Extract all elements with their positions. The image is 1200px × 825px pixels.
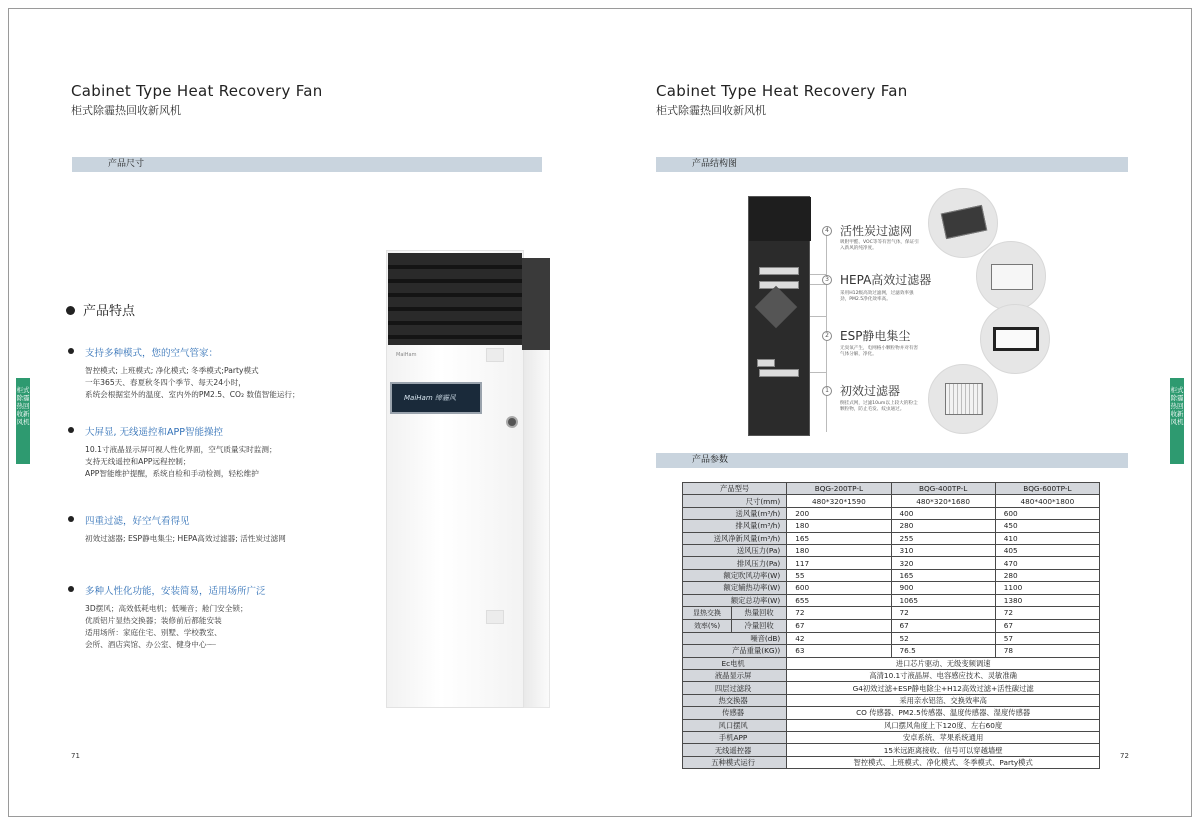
esp-module: [755, 286, 797, 328]
merged-cell: 高清10.1寸液晶屏、电容感应技术、灵敏准确: [787, 670, 1100, 682]
row-label: 额定吹风功率(W): [683, 569, 787, 581]
table-cell: 180: [787, 520, 891, 532]
structure-desc: 无臭氧产生，电网格小颗粒物并对有害气体分解，净化。: [840, 346, 919, 357]
feature-title: 四重过滤，好空气看得见: [68, 513, 286, 527]
merged-cell: CO 传感器、PM2.5传感器、温度传感器、湿度传感器: [787, 707, 1100, 719]
right-title-en: Cabinet Type Heat Recovery Fan: [656, 82, 908, 100]
table-cell: 165: [891, 569, 995, 581]
feature-line: 适用场所：家庭住宅、别墅、学校教室、: [85, 628, 222, 637]
table-cell: 72: [787, 606, 891, 619]
table-header-cell: BQG-400TP-L: [891, 483, 995, 495]
table-row: [683, 495, 1100, 507]
structure-bar: [656, 157, 1128, 172]
table-cell: 310: [891, 544, 995, 556]
feature-item: [68, 345, 300, 401]
vent: [486, 348, 504, 362]
merged-cell: 智控模式、上班模式、净化模式、冬季模式、Party模式: [787, 756, 1100, 768]
carbon-filter: [941, 205, 987, 239]
carbon-filter-thumb: [928, 188, 998, 258]
merged-cell: 进口芯片驱动、无级变频调速: [787, 657, 1100, 669]
feature-title: 多种人性化功能，安装简易，适用场所广泛: [68, 583, 266, 597]
table-row: [683, 569, 1100, 581]
table-cell: 55: [787, 569, 891, 581]
merged-cell: 15米远距离接收、信号可以穿越墙壁: [787, 744, 1100, 756]
table-header-cell: BQG-600TP-L: [995, 483, 1099, 495]
table-row: [683, 507, 1100, 519]
left-title-cn: 柜式除霾热回收新风机: [71, 104, 181, 117]
feature-line: APP智能维护提醒，系统自检和手动检测，轻松维护: [85, 469, 259, 478]
row-label: 额定辅热功率(W): [683, 582, 787, 594]
table-header-cell: BQG-200TP-L: [787, 483, 891, 495]
left-title-en: Cabinet Type Heat Recovery Fan: [71, 82, 323, 100]
feature-lines: [68, 533, 286, 545]
feature-line: 会所、酒店宾馆、办公室、健身中心┈┈: [85, 640, 216, 649]
table-row: [683, 732, 1100, 744]
feature-item: [68, 424, 277, 480]
esp-module-thumb: [980, 304, 1050, 374]
row-label: Ec电机: [683, 657, 787, 669]
panel-logo-text: [404, 393, 456, 403]
table-cell: 1380: [995, 594, 1099, 606]
table-cell: 255: [891, 532, 995, 544]
structure-number: 4: [822, 226, 832, 236]
table-cell: 57: [995, 632, 1099, 644]
row-label: 送风压力(Pa): [683, 544, 787, 556]
row-label: 产品重量(KG)): [683, 645, 787, 657]
row-label: 送风量(m³/h): [683, 507, 787, 519]
control-knob: [506, 416, 518, 428]
louver: [388, 265, 522, 269]
display-panel: [390, 382, 482, 414]
leader-line: [810, 316, 826, 317]
row-label: 五种模式运行: [683, 756, 787, 768]
unit-top-grille: [388, 253, 522, 345]
structure-desc: 采用H12级高效过滤网，过滤效率强劲，PM2.5净化效率高。: [840, 291, 914, 302]
row-label: 额定总功率(W): [683, 594, 787, 606]
structure-desc: 倒挂式网，过滤10um以上较大的粉尘颗粒物，防止毛发、纹虫通过。: [840, 401, 918, 412]
feature-line: 一年365天、春夏秋冬四个季节、每天24小时，: [85, 378, 246, 387]
merged-cell: G4初效过滤+ESP静电除尘+H12高效过滤+活性碳过滤: [787, 682, 1100, 694]
table-cell: 1100: [995, 582, 1099, 594]
left-section-bar: [72, 157, 542, 172]
merged-cell: 采用亲水铝箔、交换效率高: [787, 694, 1100, 706]
table-row: [683, 756, 1100, 768]
feature-line: 3D摆风；高效低耗电机；低噪音；舱门安全锁；: [85, 604, 248, 613]
merged-cell: 风口摆风角度上下120度、左右60度: [787, 719, 1100, 731]
left-section-bar-label: 产品尺寸: [108, 159, 145, 169]
structure-label: 活性炭过滤网: [840, 224, 913, 238]
structure-diagram: [748, 196, 1108, 436]
exchange-sub-label: 冷量回收: [731, 620, 786, 632]
table-row: [683, 657, 1100, 669]
feature-title: 支持多种模式，您的空气管家：: [68, 345, 300, 359]
merged-cell: 安卓系统、苹果系统通用: [787, 732, 1100, 744]
unit-top-side: [522, 258, 550, 350]
table-row: [683, 606, 1100, 619]
exchange-label-cell: [683, 606, 787, 619]
row-label: 尺寸(mm): [683, 495, 787, 507]
louver: [388, 279, 522, 283]
structure-label: HEPA高效过滤器: [840, 273, 932, 287]
structure-number: 1: [822, 386, 832, 396]
exchange-label-cell: [683, 619, 787, 632]
params-bar-label: 产品参数: [692, 455, 729, 465]
table-cell: 1065: [891, 594, 995, 606]
feature-line: 支持无线遥控和APP远程控制；: [85, 457, 191, 466]
table-cell: 180: [787, 544, 891, 556]
row-label: 液晶显示屏: [683, 670, 787, 682]
table-row: [683, 707, 1100, 719]
table-cell: 480*320*1680: [891, 495, 995, 507]
row-label: 送风净新风量(m³/h): [683, 532, 787, 544]
table-cell: 52: [891, 632, 995, 644]
left-side-tab: 柜式除霾热回收新风机: [16, 378, 30, 464]
structure-desc: 吸附甲醛、VOC等等有害气体，保证引入新风的纯净度。: [840, 240, 919, 251]
table-cell: 900: [891, 582, 995, 594]
table-cell: 63: [787, 645, 891, 657]
feature-item: [68, 513, 286, 545]
table-cell: 67: [995, 619, 1099, 632]
right-title-cn: 柜式除霾热回收新风机: [656, 104, 766, 117]
filter-slot: [757, 359, 775, 367]
table-row: [683, 670, 1100, 682]
exchange-split: [683, 607, 786, 619]
params-table: [682, 482, 1100, 769]
structure-label: ESP静电集尘: [840, 329, 911, 343]
exchange-label: 效率(%): [693, 621, 721, 630]
louver: [388, 293, 522, 297]
row-label: 手机APP: [683, 732, 787, 744]
table-cell: 42: [787, 632, 891, 644]
row-label: 传感器: [683, 707, 787, 719]
feature-line: 系统会根据室外的温度、室内外的PM2.5、CO₂ 数值智能运行；: [85, 390, 300, 399]
row-label: 无线遥控器: [683, 744, 787, 756]
feature-lines: [68, 365, 300, 401]
row-label: 排风量(m³/h): [683, 520, 787, 532]
row-label: 风口摆风: [683, 719, 787, 731]
table-cell: 600: [787, 582, 891, 594]
table-cell: 320: [891, 557, 995, 569]
table-cell: 410: [995, 532, 1099, 544]
table-cell: 480*400*1800: [995, 495, 1099, 507]
exchange-split: [683, 620, 786, 632]
primary-filter-thumb: [928, 364, 998, 434]
table-cell: 655: [787, 594, 891, 606]
leader-line: [810, 372, 826, 373]
table-cell: 117: [787, 557, 891, 569]
row-label: 四层过滤段: [683, 682, 787, 694]
louver: [388, 321, 522, 325]
table-row: [683, 544, 1100, 556]
exchange-sub-label: 热量回收: [731, 607, 786, 619]
row-label: 排风压力(Pa): [683, 557, 787, 569]
table-cell: 78: [995, 645, 1099, 657]
panel-brand-cn: 缔霾风: [434, 394, 456, 402]
table-cell: 280: [995, 569, 1099, 581]
feature-item: [68, 583, 266, 651]
right-side-tab: 柜式除霾热回收新风机: [1170, 378, 1184, 464]
cabinet-cutaway: [748, 196, 810, 436]
exchange-label: 显热交换: [693, 608, 721, 617]
louver: [388, 307, 522, 311]
feature-lines: [68, 603, 266, 651]
row-label: 热交换器: [683, 694, 787, 706]
table-header-row: [683, 483, 1100, 495]
left-page-number: 71: [71, 752, 80, 760]
table-cell: 165: [787, 532, 891, 544]
table-row: [683, 632, 1100, 644]
table-cell: 67: [891, 619, 995, 632]
table-cell: 600: [995, 507, 1099, 519]
table-row: [683, 532, 1100, 544]
table-row: [683, 645, 1100, 657]
feature-line: 10.1寸液晶显示屏可视人性化界面，空气质量实时监测；: [85, 445, 277, 454]
feature-line: 优质铝片显热交换器；装修前后都能安装: [85, 616, 222, 625]
table-cell: 76.5: [891, 645, 995, 657]
table-cell: 67: [787, 619, 891, 632]
table-cell: 470: [995, 557, 1099, 569]
hepa-filter: [991, 264, 1033, 290]
table-cell: 480*320*1590: [787, 495, 891, 507]
table-header-cell: 产品型号: [683, 483, 787, 495]
table-row: [683, 619, 1100, 632]
table-row: [683, 682, 1100, 694]
louver: [388, 335, 522, 339]
structure-label: 初效过滤器: [840, 384, 901, 398]
table-cell: 405: [995, 544, 1099, 556]
vent: [486, 610, 504, 624]
feature-line: 初效过滤器; ESP静电集尘; HEPA高效过滤器; 活性炭过滤网: [85, 534, 286, 543]
table-cell: 72: [995, 606, 1099, 619]
structure-number: 3: [822, 275, 832, 285]
row-label: 噪音(dB): [683, 632, 787, 644]
filter-slot: [759, 267, 799, 275]
filter-slot: [759, 369, 799, 377]
feature-lines: [68, 444, 277, 480]
table-cell: 200: [787, 507, 891, 519]
features-heading: 产品特点: [66, 300, 135, 319]
table-row: [683, 557, 1100, 569]
table-row: [683, 520, 1100, 532]
cabinet-top: [749, 197, 811, 241]
product-image: [386, 250, 550, 720]
feature-line: 智控模式; 上班模式; 净化模式; 冬季模式;Party模式: [85, 366, 259, 375]
table-cell: 450: [995, 520, 1099, 532]
table-row: [683, 719, 1100, 731]
table-row: [683, 694, 1100, 706]
brand-mark: MaiHam: [396, 352, 417, 358]
structure-number: 2: [822, 331, 832, 341]
primary-filter: [945, 383, 983, 415]
table-row: [683, 582, 1100, 594]
table-cell: 72: [891, 606, 995, 619]
panel-brand: MaiHam: [404, 394, 433, 402]
structure-bar-label: 产品结构图: [692, 159, 738, 169]
params-bar: [656, 453, 1128, 468]
table-cell: 400: [891, 507, 995, 519]
hepa-filter-thumb: [976, 241, 1046, 311]
table-row: [683, 744, 1100, 756]
table-cell: 280: [891, 520, 995, 532]
esp-panel: [993, 327, 1039, 351]
right-page-number: 72: [1120, 752, 1129, 760]
table-row: [683, 594, 1100, 606]
feature-title: 大屏显, 无线遥控和APP智能操控: [68, 424, 277, 438]
